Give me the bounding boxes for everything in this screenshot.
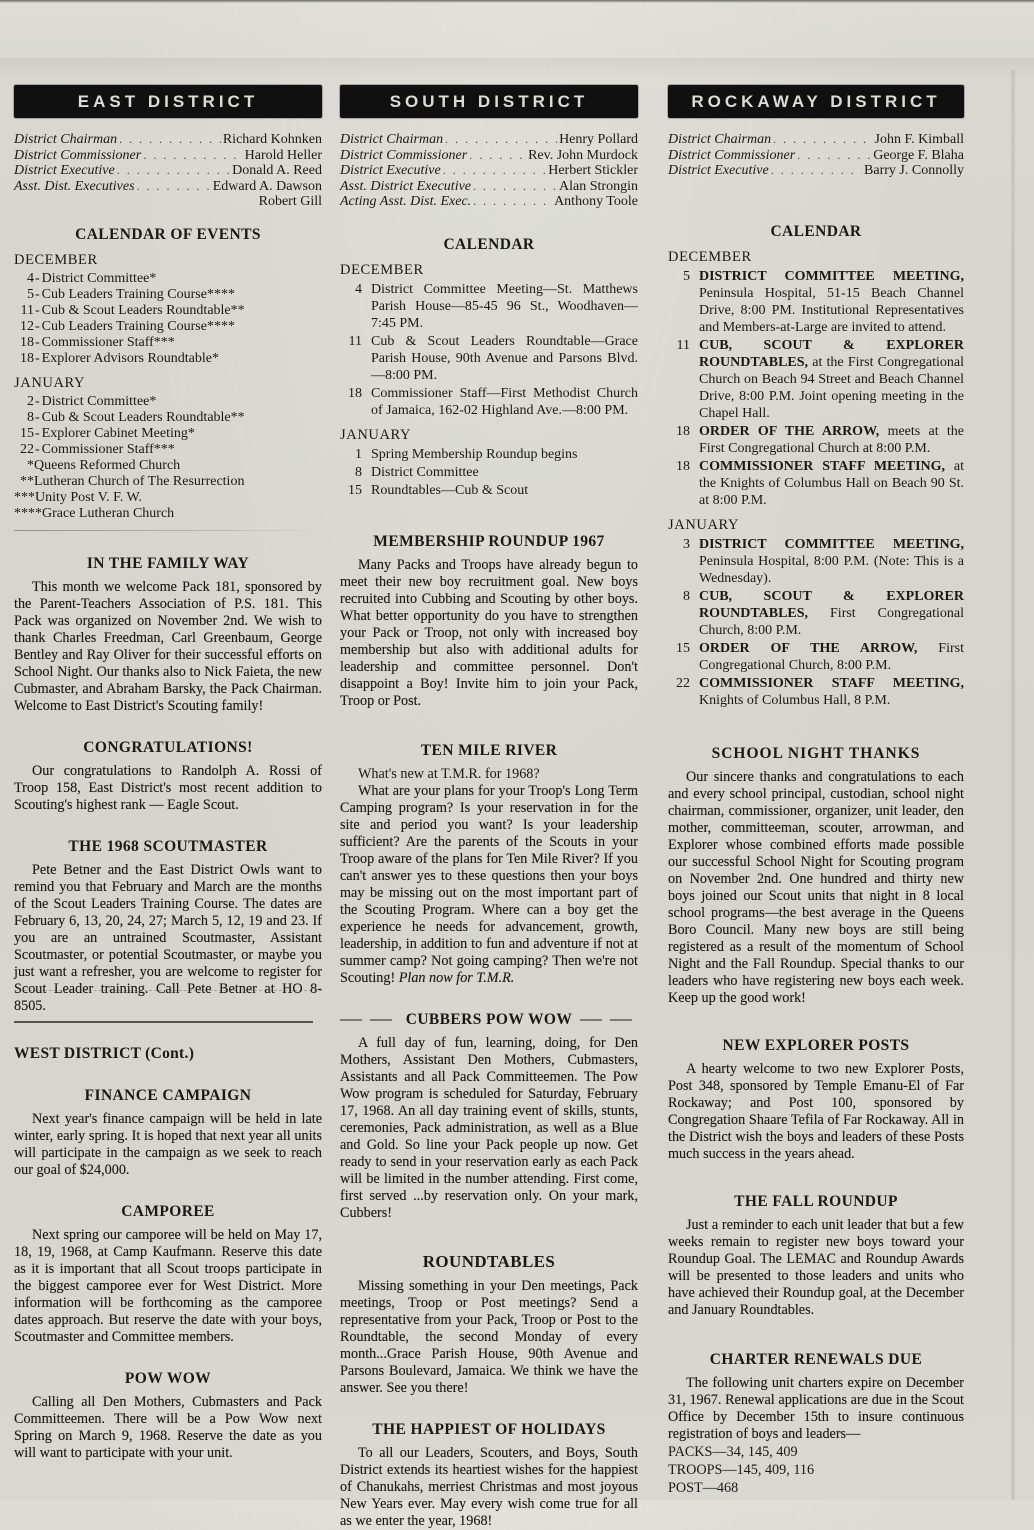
charter-unit-line: POST—468 [668, 1479, 739, 1496]
officer-role: District Executive [340, 163, 441, 178]
south-district-header-bar [340, 85, 638, 118]
officer-role: District Commissioner [340, 147, 468, 163]
dot-leader [773, 132, 872, 148]
calendar-text [699, 268, 964, 336]
section-paragraph: Just a reminder to each unit leader that but a few weeks remain to register new boys toward your Roundup Goal. The LEMAC and Roundup Awards will be presented to those leaders and units who have achieved their Roundup goal, at the December and January Roundtables. [668, 1216, 964, 1318]
dash-line-right [580, 1019, 638, 1021]
officer-role: District Executive [668, 163, 769, 178]
calendar-event-detail: meets at the First Congregational Church at 8:00 P.M. [699, 423, 964, 456]
calendar-day: 18 [20, 335, 34, 350]
footnote: ***Unity Post V. F. W. [14, 490, 142, 505]
officer-name: Edward A. Dawson [212, 178, 322, 194]
calendar-day: 8 [27, 410, 34, 425]
calendar-text [699, 458, 964, 509]
section-paragraph: Our sincere thanks and congratulations to each and every school principal, custodian, school night chairman, commissioner, organizer, unit leader, den mother, committeeman, scouter, arrowman, and Explorer whose combined efforts made possible our successful School Night for Scouting program on November 2nd. One hundred and thirty new boys joined our Scout units that night in 8 local school programs—the best average in the Queens Boro Council. Many new boys are still being registered as a result of the momentum of School Night and the Fall Roundup. Special thanks to our leaders who have registering new boys each week. Keep up the good work! [668, 768, 964, 1006]
section-title: TEN MILE RIVER [420, 741, 558, 759]
dot-leader [445, 132, 557, 148]
calendar-event-detail: Peninsula Hospital, 8:00 P.M. (Note: This is a Wednesday). [699, 553, 964, 586]
calendar-text [699, 337, 964, 422]
officer-role: District Chairman [14, 132, 118, 147]
east-officers-list [14, 132, 322, 210]
officer-row [340, 132, 638, 148]
west-district-cont-title: WEST DISTRICT (Cont.) [14, 1045, 195, 1062]
calendar-event-detail: at the Knights of Columbus Hall on Beach 90 St. at 8:00 P.M. [699, 458, 964, 508]
officer-role: District Executive [14, 163, 115, 178]
calendar-item [340, 464, 638, 481]
south-officers-list [340, 132, 638, 210]
east-district-column [14, 85, 322, 1485]
tmr-lead-line: What's new at T.M.R. for 1968? [358, 765, 540, 782]
calendar-day: 12 [20, 319, 34, 334]
calendar-text: Cub & Scout Leaders Roundtable—Grace Parish House, 90th Avenue and Parsons Blvd.—8:00 PM. [371, 333, 638, 383]
officer-role: District Chairman [668, 132, 772, 147]
dot-leader [119, 132, 221, 148]
calendar-item [340, 446, 638, 463]
officer-row [14, 179, 322, 195]
divider-solid-line [14, 1021, 313, 1023]
calendar-item [14, 303, 322, 319]
calendar-text [699, 588, 964, 639]
calendar-event-detail: Peninsula Hospital, 51-15 Beach Channel Drive, 8:00 PM. Institutional Representatives and Members-at-Large are invited to attend. [699, 285, 964, 335]
calendar-item [14, 426, 322, 442]
dot-leader [143, 148, 242, 164]
officer-name: Richard Kohnken [222, 132, 322, 147]
west-district-cont-block [14, 990, 322, 1462]
east-district-header-title: EAST DISTRICT [77, 91, 259, 111]
rockaway-officers-list [668, 132, 964, 179]
officer-role: Asst. District Executive [340, 178, 472, 194]
dot-leader [469, 148, 526, 164]
charter-unit-line: PACKS—34, 145, 409 [668, 1443, 798, 1460]
paper-crease [1010, 70, 1016, 1500]
calendar-item [340, 333, 638, 384]
calendar-day: 11 [348, 333, 362, 349]
calendar-item [668, 423, 964, 457]
east-footnotes [14, 458, 322, 522]
month-label-december: DECEMBER [14, 252, 98, 268]
calendar-day: 8 [683, 588, 690, 604]
calendar-text: - Cub & Scout Leaders Roundtable** [34, 303, 322, 319]
calendar-event-name: CUB, SCOUT & EXPLORER ROUNDTABLES, [699, 337, 964, 370]
rockaway-district-header-bar [668, 85, 964, 118]
calendar-text: Commissioner Staff—First Methodist Church of Jamaica, 162-02 Highland Ave.—8:00 PM. [371, 385, 638, 418]
dash-line-left [340, 1019, 398, 1021]
calendar-text [699, 536, 964, 587]
calendar-text: - Cub Leaders Training Course**** [34, 287, 322, 303]
officer-role: District Commissioner [14, 147, 142, 163]
dot-leader [137, 179, 211, 195]
officer-row [14, 163, 322, 179]
calendar-text: - District Committee* [34, 271, 322, 287]
section-title: MEMBERSHIP ROUNDUP 1967 [373, 532, 605, 550]
calendar-text [699, 675, 964, 709]
officer-row [14, 132, 322, 148]
calendar-day: 22 [676, 675, 690, 691]
footnote: *Queens Reformed Church [27, 458, 181, 473]
calendar-day: 15 [20, 426, 34, 441]
month-label-january: JANUARY [14, 375, 86, 391]
section-paragraph: To all our Leaders, Scouters, and Boys, South District extends its heartiest wishes for the happiest of Chanukahs, merriest Christmas and most joyous New Years ever. May every wish come true for all as we enter the year, 1968! [340, 1444, 638, 1529]
calendar-item [14, 351, 322, 367]
section-title: THE FALL ROUNDUP [734, 1192, 898, 1210]
dot-leader [443, 163, 547, 179]
section-paragraph: Missing something in your Den meetings, Pack meetings, Troop or Post meetings? Send a representative from your Pack, Troop or Post to the Roundtable, the second Monday of every month...Grace Parish House, 90th Avenue and Parsons Boulevard, Jamaica. We think we have the answer. See you there! [340, 1277, 638, 1396]
officer-row [668, 163, 964, 179]
section-paragraph: Pete Betner and the East District Owls want to remind you that February and March are the months of the Scout Leaders Training Course. The dates are February 6, 13, 20, 24, 27; March 5, 12, 19 and 23. If you are an untrained Scoutmaster, Assistant Scoutmaster, or potential Scoutmaster, or maybe you just want a refresher, you are welcome to register for Scout Leader training. Call Pete Betner at HO 8-8505. [14, 862, 322, 1014]
dot-leader [117, 163, 230, 179]
officer-name: Henry Pollard [559, 132, 638, 147]
calendar-day: 18 [348, 385, 362, 401]
calendar-day: 3 [683, 536, 690, 552]
section-paragraph: Our congratulations to Randolph A. Rossi of Troop 158, East District's most recent addition to Scouting's highest rank — Eagle Scout. [14, 763, 322, 813]
east-district-header-bar [14, 85, 322, 118]
section-title: CHARTER RENEWALS DUE [709, 1350, 923, 1368]
officer-role: Asst. Dist. Executives [14, 178, 135, 194]
section-paragraph: The following unit charters expire on December 31, 1967. Renewal applications are due in the Scout Office by December 15th to insure continuous registration of boys and leaders— [668, 1374, 964, 1442]
calendar-text: District Committee [371, 464, 479, 480]
rockaway-calendar-title: CALENDAR [770, 222, 862, 240]
officer-role: District Commissioner [668, 147, 796, 163]
section-title: CONGRATULATIONS! [83, 739, 253, 756]
page-top-edge-shadow [0, 0, 1034, 3]
calendar-day: 18 [20, 351, 34, 366]
calendar-day: 5 [27, 287, 34, 302]
calendar-item [668, 458, 964, 509]
officer-row [668, 132, 964, 148]
section-title: CUBBERS POW WOW [405, 1010, 573, 1028]
calendar-day: 4 [355, 281, 362, 297]
calendar-event-detail: Knights of Columbus Hall, 8 P.M. [699, 692, 891, 708]
calendar-day: 1 [355, 446, 362, 462]
scan-band-artifact [0, 58, 1034, 80]
section-title: POW WOW [124, 1370, 212, 1387]
officer-name: Harold Heller [244, 147, 322, 163]
officer-name: John F. Kimball [874, 132, 964, 147]
month-label-december: DECEMBER [340, 261, 424, 278]
officer-row [340, 194, 638, 210]
calendar-day: 11 [676, 337, 690, 353]
section-paragraph: A full day of fun, learning, doing, for Den Mothers, Assistant Den Mothers, Cubmasters, Assistants and all Pack Committeemen. The Pow Wow program is scheduled for Saturday, February 17, 1968. An all day training event of skills, stunts, ceremonies, Pack administration, as well as a Blue and Gold. So line your Pack people up now. Get ready to send in your reservation early as each Pack will be limited in the number attending. First come, first served ...by reservation only. On your mark, Cubbers! [340, 1034, 638, 1221]
calendar-item [668, 268, 964, 336]
officer-row [14, 148, 322, 164]
footnote: **Lutheran Church of The Resurrection [20, 474, 245, 489]
calendar-item [668, 536, 964, 587]
calendar-item [668, 640, 964, 674]
calendar-item [340, 385, 638, 419]
section-paragraph: This month we welcome Pack 181, sponsored by the Parent-Teachers Association of P.S. 181. This Pack was organized on November 2nd. We wish to thank Charles Freedman, Carl Greenbaum, George Bentley and Ray Oliver for their successful efforts on School Night. Our thanks also to Nick Faieta, the new Cubmaster, and Abraham Barsky, the Pack Chairman. Welcome to East District's Scouting family! [14, 579, 322, 714]
calendar-item [340, 482, 638, 499]
officer-row [340, 148, 638, 164]
calendar-event-name: DISTRICT COMMITTEE MEETING, [699, 268, 964, 284]
section-title: NEW EXPLORER POSTS [722, 1036, 910, 1054]
officer-name: Alan Strongin [559, 178, 638, 194]
officer-name: Herbert Stickler [548, 163, 638, 178]
calendar-day: 18 [676, 423, 690, 439]
dot-leader [473, 179, 557, 195]
tmr-italic-tail: Plan now for T.M.R. [398, 969, 515, 986]
calendar-day: 11 [20, 303, 34, 318]
month-label-december: DECEMBER [668, 248, 752, 265]
calendar-item [340, 281, 638, 332]
footnote: ****Grace Lutheran Church [14, 506, 175, 521]
officer-name: Rev. John Murdock [528, 147, 638, 163]
calendar-text: District Committee Meeting—St. Matthews Parish House—85-45 96 St., Woodhaven—7:45 PM. [371, 281, 638, 331]
section-paragraph: Calling all Den Mothers, Cubmasters and Pack Committeemen. There will be a Pow Wow next Spring on March 9, 1968. Reserve the date as you will want to participate with your unit. [14, 1394, 322, 1461]
calendar-day: 22 [20, 442, 34, 457]
east-calendar-title: CALENDAR OF EVENTS [75, 226, 261, 243]
section-title: FINANCE CAMPAIGN [84, 1087, 252, 1104]
dot-leader [797, 148, 871, 164]
calendar-text [699, 640, 964, 674]
calendar-event-name: ORDER OF THE ARROW, [699, 423, 880, 439]
calendar-item [14, 335, 322, 351]
calendar-text: - Commissioner Staff*** [34, 442, 322, 458]
officer-row [668, 148, 964, 164]
section-paragraph: A hearty welcome to two new Explorer Posts, Post 348, sponsored by Temple Emanu-El of Far Rockaway; and Post 100, sponsored by Congregation Shaare Tefila of Far Rockaway. All in the District wish the boys and leaders of these Posts much success in the years ahead. [668, 1060, 964, 1162]
calendar-item [14, 394, 322, 410]
calendar-text: Spring Membership Roundup begins [371, 446, 578, 462]
rockaway-district-column [668, 85, 964, 1497]
section-title: CAMPOREE [121, 1203, 215, 1220]
section-title: THE HAPPIEST OF HOLIDAYS [372, 1420, 606, 1438]
calendar-event-detail: First Congregational Church, 8:00 P.M. [699, 640, 964, 673]
divider-dashed-line [14, 990, 322, 991]
officer-extra-name: Robert Gill [258, 194, 322, 209]
calendar-text [699, 423, 964, 457]
cubbers-pow-wow-heading [340, 1011, 638, 1029]
calendar-text: - Cub Leaders Training Course**** [34, 319, 322, 335]
divider-line [14, 530, 322, 531]
rockaway-district-header-title: ROCKAWAY DISTRICT [691, 91, 941, 111]
dot-leader [473, 194, 552, 210]
calendar-text: Roundtables—Cub & Scout [371, 482, 529, 498]
officer-row [340, 163, 638, 179]
officer-name: Anthony Toole [554, 194, 638, 209]
calendar-item [14, 442, 322, 458]
calendar-day: 18 [676, 458, 690, 474]
calendar-event-detail: First Congregational Church, 8:00 P.M. [699, 605, 964, 638]
calendar-text: - Commissioner Staff*** [34, 335, 322, 351]
south-calendar-title: CALENDAR [443, 235, 535, 253]
section-paragraph: Next year's finance campaign will be held in late winter, early spring. It is hoped that next year all units will participate in the campaign as we seek to reach our goal of $24,000. [14, 1111, 322, 1178]
calendar-event-name: CUB, SCOUT & EXPLORER ROUNDTABLES, [699, 588, 964, 621]
calendar-item [668, 337, 964, 422]
south-district-header-title: SOUTH DISTRICT [389, 91, 589, 111]
calendar-day: 15 [348, 482, 362, 498]
officer-role: District Chairman [340, 132, 444, 147]
month-label-january: JANUARY [340, 426, 412, 443]
calendar-item [14, 287, 322, 303]
calendar-item [668, 588, 964, 639]
section-title: IN THE FAMILY WAY [86, 555, 250, 572]
dot-leader [771, 163, 862, 179]
section-paragraph: Next spring our camporee will be held on May 17, 18, 19, 1968, at Camp Kaufmann. Reserve this date as it is important that all Scout troops participate in the biggest camporee ever for West District. More information will be forthcoming as the camporee dates approach. But reserve the date with your boys, Scoutmaster and Committee members. [14, 1227, 322, 1345]
calendar-event-detail: at the First Congregational Church on Beach 94 Street and Beach Channel Drive, 8:00 P.M. Joint opening meeting in the Chapel Hall. [699, 354, 964, 421]
calendar-event-name: COMMISSIONER STAFF MEETING, [699, 675, 964, 691]
calendar-item [14, 271, 322, 287]
calendar-day: 2 [27, 394, 34, 409]
month-label-january: JANUARY [668, 516, 740, 533]
section-paragraph: Many Packs and Troops have already begun to meet their new boy recruitment goal. New boys recruited into Cubbing and Scouting by other boys. What better opportunity do you have to strengthen your Pack or Troop, not only with increased boy membership but also with additional adults for leadership and committee personnel. Don't disappoint a Boy! Invite him to join your Pack, Troop or Post. [340, 556, 638, 709]
officer-name: Donald A. Reed [232, 163, 322, 178]
section-title: SCHOOL NIGHT THANKS [711, 744, 921, 762]
officer-name: Barry J. Connolly [864, 163, 964, 178]
section-title: ROUNDTABLES [422, 1251, 556, 1271]
officer-row [340, 179, 638, 195]
officer-name: George F. Blaha [873, 147, 964, 163]
calendar-item [14, 410, 322, 426]
officer-role: Acting Asst. Dist. Exec. [340, 194, 472, 209]
calendar-item [14, 319, 322, 335]
calendar-text: - Explorer Advisors Roundtable* [34, 351, 322, 367]
section-title: THE 1968 SCOUTMASTER [68, 838, 268, 855]
charter-unit-line: TROOPS—145, 409, 116 [668, 1461, 815, 1478]
calendar-event-name: COMMISSIONER STAFF MEETING, [699, 458, 946, 474]
section-paragraph [340, 783, 638, 987]
calendar-text: - Explorer Cabinet Meeting* [34, 426, 322, 442]
calendar-text: - Cub & Scout Leaders Roundtable** [34, 410, 322, 426]
calendar-item [668, 675, 964, 709]
calendar-day: 4 [27, 271, 34, 286]
calendar-event-name: ORDER OF THE ARROW, [699, 640, 918, 656]
calendar-day: 15 [676, 640, 690, 656]
calendar-event-name: DISTRICT COMMITTEE MEETING, [699, 536, 964, 552]
south-district-column [340, 85, 638, 1530]
tmr-body: What are your plans for your Troop's Long Term Camping program? Is your reservation in for the site and period you want? Is your leadership sufficient? Are the parents of the Scouts in your Troop aware of the plans for Ten Mile River? If you can't answer yes to these questions then your boys may be missing out on the most important part of the Scouting Program. Where can a boy get the experience he needs for advancement, growth, leadership, in addition to fun and adventure if not at summer camp? Not going camping? Then we're not Scouting! [340, 782, 638, 986]
calendar-day: 5 [683, 268, 690, 284]
calendar-day: 8 [355, 464, 362, 480]
calendar-text: - District Committee* [34, 394, 322, 410]
